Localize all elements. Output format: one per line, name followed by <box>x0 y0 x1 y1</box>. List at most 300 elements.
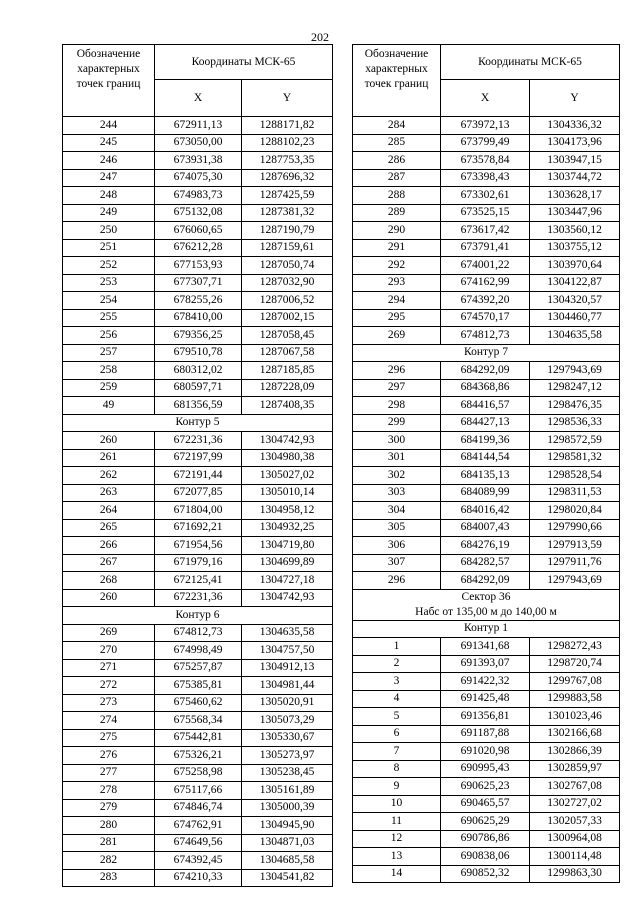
table-row <box>353 848 620 866</box>
x-cell: 690625,29 <box>441 813 530 831</box>
y-cell: 1304912,13 <box>242 659 333 677</box>
x-cell: 675385,81 <box>155 677 242 695</box>
x-cell: 675258,98 <box>155 764 242 782</box>
point-cell: 257 <box>63 344 155 362</box>
point-cell: 260 <box>63 589 155 607</box>
header-coords-label: Координаты МСК-65 <box>155 45 333 80</box>
point-cell: 260 <box>63 432 155 450</box>
x-cell: 673617,42 <box>441 222 530 240</box>
table-row <box>353 169 620 187</box>
y-cell: 1298247,12 <box>530 379 620 397</box>
x-cell: 675442,81 <box>155 729 242 747</box>
x-cell: 680597,71 <box>155 379 242 397</box>
table-row <box>353 743 620 761</box>
table-row <box>63 747 333 765</box>
x-cell: 684292,09 <box>441 362 530 380</box>
point-cell: 285 <box>353 134 441 152</box>
y-cell: 1304635,58 <box>530 327 620 345</box>
x-cell: 684135,13 <box>441 467 530 485</box>
point-cell: 261 <box>63 449 155 467</box>
y-cell: 1287753,35 <box>242 152 333 170</box>
y-cell: 1287032,90 <box>242 274 333 292</box>
y-cell: 1304727,18 <box>242 572 333 590</box>
table-row <box>63 274 333 292</box>
sector-header-row <box>353 589 620 620</box>
x-cell: 684292,09 <box>441 572 530 590</box>
table-row <box>63 554 333 572</box>
y-cell: 1304980,38 <box>242 449 333 467</box>
table-row <box>63 292 333 310</box>
y-cell: 1304336,32 <box>530 117 620 135</box>
table-row <box>353 467 620 485</box>
x-cell: 675568,34 <box>155 712 242 730</box>
point-cell: 301 <box>353 449 441 467</box>
table-row <box>63 694 333 712</box>
table-row <box>63 764 333 782</box>
x-cell: 674812,73 <box>441 327 530 345</box>
point-cell: 283 <box>63 869 155 887</box>
point-cell: 293 <box>353 274 441 292</box>
table-row <box>63 817 333 835</box>
y-cell: 1297943,69 <box>530 362 620 380</box>
y-cell: 1287228,09 <box>242 379 333 397</box>
table-row <box>63 397 333 415</box>
table-row <box>353 327 620 345</box>
x-cell: 679510,78 <box>155 344 242 362</box>
point-cell: 252 <box>63 257 155 275</box>
y-cell: 1299863,30 <box>530 865 620 883</box>
point-cell: 281 <box>63 834 155 852</box>
table-row <box>353 397 620 415</box>
table-row <box>63 484 333 502</box>
table-row <box>353 484 620 502</box>
x-cell: 684368,86 <box>441 379 530 397</box>
y-cell: 1299767,08 <box>530 673 620 691</box>
x-cell: 684007,43 <box>441 519 530 537</box>
y-cell: 1304173,96 <box>530 134 620 152</box>
table-row <box>353 257 620 275</box>
table-row <box>63 799 333 817</box>
x-cell: 677307,71 <box>155 274 242 292</box>
point-cell: 306 <box>353 537 441 555</box>
y-cell: 1304719,80 <box>242 537 333 555</box>
point-cell: 3 <box>353 673 441 691</box>
point-cell: 292 <box>353 257 441 275</box>
x-cell: 672191,44 <box>155 467 242 485</box>
y-cell: 1287159,61 <box>242 239 333 257</box>
point-cell: 272 <box>63 677 155 695</box>
x-cell: 673525,15 <box>441 204 530 222</box>
table-row <box>353 309 620 327</box>
y-cell: 1304757,50 <box>242 642 333 660</box>
x-cell: 674983,73 <box>155 187 242 205</box>
y-cell: 1287067,58 <box>242 344 333 362</box>
point-cell: 271 <box>63 659 155 677</box>
y-cell: 1297990,66 <box>530 519 620 537</box>
point-cell: 263 <box>63 484 155 502</box>
table-row <box>353 239 620 257</box>
x-cell: 691020,98 <box>441 743 530 761</box>
table-row <box>63 659 333 677</box>
point-cell: 6 <box>353 725 441 743</box>
y-cell: 1305000,39 <box>242 799 333 817</box>
point-cell: 269 <box>63 624 155 642</box>
x-cell: 690625,23 <box>441 778 530 796</box>
x-cell: 673050,00 <box>155 134 242 152</box>
coordinates-table-right <box>352 44 620 883</box>
x-cell: 676212,28 <box>155 239 242 257</box>
header-coords-label: Координаты МСК-65 <box>441 45 620 80</box>
x-cell: 684016,42 <box>441 502 530 520</box>
x-cell: 684199,36 <box>441 432 530 450</box>
y-cell: 1302057,33 <box>530 813 620 831</box>
table-row <box>63 134 333 152</box>
x-cell: 679356,25 <box>155 327 242 345</box>
y-cell: 1302767,08 <box>530 778 620 796</box>
point-cell: 273 <box>63 694 155 712</box>
y-cell: 1300964,08 <box>530 830 620 848</box>
table-row <box>353 414 620 432</box>
y-cell: 1304958,12 <box>242 502 333 520</box>
point-cell: 289 <box>353 204 441 222</box>
table-row <box>353 813 620 831</box>
y-cell: 1304742,93 <box>242 432 333 450</box>
y-cell: 1300114,48 <box>530 848 620 866</box>
y-cell: 1298581,32 <box>530 449 620 467</box>
y-cell: 1305020,91 <box>242 694 333 712</box>
section-title: Контур 5 <box>63 414 333 432</box>
table-row <box>63 834 333 852</box>
table-row <box>63 467 333 485</box>
point-cell: 9 <box>353 778 441 796</box>
point-cell: 264 <box>63 502 155 520</box>
y-cell: 1297943,69 <box>530 572 620 590</box>
y-cell: 1298536,33 <box>530 414 620 432</box>
y-cell: 1303560,12 <box>530 222 620 240</box>
sector-title <box>353 589 620 620</box>
point-cell: 270 <box>63 642 155 660</box>
y-cell: 1304320,57 <box>530 292 620 310</box>
x-cell: 690465,57 <box>441 795 530 813</box>
point-cell: 275 <box>63 729 155 747</box>
x-cell: 691187,88 <box>441 725 530 743</box>
table-row <box>63 852 333 870</box>
x-cell: 691425,48 <box>441 690 530 708</box>
table-row <box>63 239 333 257</box>
section-header-row <box>63 414 333 432</box>
table-row <box>63 379 333 397</box>
point-cell: 1 <box>353 638 441 656</box>
y-cell: 1288102,23 <box>242 134 333 152</box>
header-point-label: Обозначение характерных точек границ <box>353 45 441 117</box>
x-cell: 675460,62 <box>155 694 242 712</box>
table-row <box>63 502 333 520</box>
coordinates-table-left <box>62 44 333 887</box>
table-row <box>63 169 333 187</box>
header-point-label: Обозначение характерных точек границ <box>63 45 155 117</box>
table-row <box>353 690 620 708</box>
y-cell: 1302866,39 <box>530 743 620 761</box>
section-title: Контур 1 <box>353 620 620 638</box>
table-row <box>353 292 620 310</box>
point-cell: 269 <box>353 327 441 345</box>
x-cell: 672911,13 <box>155 117 242 135</box>
y-cell: 1287425,59 <box>242 187 333 205</box>
x-cell: 684427,13 <box>441 414 530 432</box>
table-row <box>353 362 620 380</box>
point-cell: 11 <box>353 813 441 831</box>
y-cell: 1305161,89 <box>242 782 333 800</box>
x-cell: 680312,02 <box>155 362 242 380</box>
table-row <box>353 152 620 170</box>
table-row <box>63 537 333 555</box>
point-cell: 296 <box>353 572 441 590</box>
point-cell: 262 <box>63 467 155 485</box>
header-y: Y <box>530 80 620 117</box>
x-cell: 691341,68 <box>441 638 530 656</box>
table-row <box>63 642 333 660</box>
table-row <box>353 708 620 726</box>
point-cell: 294 <box>353 292 441 310</box>
table-row <box>353 795 620 813</box>
y-cell: 1303947,15 <box>530 152 620 170</box>
table-row <box>63 712 333 730</box>
x-cell: 690852,32 <box>441 865 530 883</box>
point-cell: 266 <box>63 537 155 555</box>
y-cell: 1287381,32 <box>242 204 333 222</box>
point-cell: 12 <box>353 830 441 848</box>
x-cell: 673791,41 <box>441 239 530 257</box>
x-cell: 672231,36 <box>155 432 242 450</box>
table-body-left <box>63 117 333 887</box>
point-cell: 258 <box>63 362 155 380</box>
x-cell: 671804,00 <box>155 502 242 520</box>
y-cell: 1298272,43 <box>530 638 620 656</box>
x-cell: 676060,65 <box>155 222 242 240</box>
x-cell: 674649,56 <box>155 834 242 852</box>
table-row <box>353 432 620 450</box>
x-cell: 674998,49 <box>155 642 242 660</box>
y-cell: 1304122,87 <box>530 274 620 292</box>
x-cell: 674210,33 <box>155 869 242 887</box>
table-row <box>63 204 333 222</box>
point-cell: 255 <box>63 309 155 327</box>
sector-height-range: Набс от 135,00 м до 140,00 м <box>415 605 557 618</box>
y-cell: 1298020,84 <box>530 502 620 520</box>
y-cell: 1302166,68 <box>530 725 620 743</box>
point-cell: 291 <box>353 239 441 257</box>
y-cell: 1304981,44 <box>242 677 333 695</box>
table-row <box>63 257 333 275</box>
table-row <box>353 274 620 292</box>
point-cell: 284 <box>353 117 441 135</box>
point-cell: 296 <box>353 362 441 380</box>
x-cell: 675132,08 <box>155 204 242 222</box>
point-cell: 298 <box>353 397 441 415</box>
x-cell: 684089,99 <box>441 484 530 502</box>
y-cell: 1299883,58 <box>530 690 620 708</box>
y-cell: 1287408,35 <box>242 397 333 415</box>
table-row <box>353 222 620 240</box>
table-row <box>353 502 620 520</box>
x-cell: 674762,91 <box>155 817 242 835</box>
x-cell: 672231,36 <box>155 589 242 607</box>
y-cell: 1287185,85 <box>242 362 333 380</box>
point-cell: 282 <box>63 852 155 870</box>
y-cell: 1304685,58 <box>242 852 333 870</box>
table-row <box>353 725 620 743</box>
point-cell: 300 <box>353 432 441 450</box>
table-row <box>63 519 333 537</box>
x-cell: 674001,22 <box>441 257 530 275</box>
x-cell: 673578,84 <box>441 152 530 170</box>
point-cell: 5 <box>353 708 441 726</box>
table-row <box>353 865 620 883</box>
point-cell: 280 <box>63 817 155 835</box>
y-cell: 1287006,52 <box>242 292 333 310</box>
y-cell: 1304742,93 <box>242 589 333 607</box>
x-cell: 691356,81 <box>441 708 530 726</box>
y-cell: 1303744,72 <box>530 169 620 187</box>
point-cell: 299 <box>353 414 441 432</box>
point-cell: 247 <box>63 169 155 187</box>
point-cell: 246 <box>63 152 155 170</box>
x-cell: 673398,43 <box>441 169 530 187</box>
table-row <box>353 379 620 397</box>
section-header-row <box>63 607 333 625</box>
y-cell: 1302859,97 <box>530 760 620 778</box>
point-cell: 245 <box>63 134 155 152</box>
y-cell: 1298311,53 <box>530 484 620 502</box>
y-cell: 1298528,54 <box>530 467 620 485</box>
x-cell: 673972,13 <box>441 117 530 135</box>
y-cell: 1304699,89 <box>242 554 333 572</box>
x-cell: 674075,30 <box>155 169 242 187</box>
point-cell: 2 <box>353 655 441 673</box>
x-cell: 673799,49 <box>441 134 530 152</box>
table-row <box>353 655 620 673</box>
table-row <box>63 729 333 747</box>
y-cell: 1298572,59 <box>530 432 620 450</box>
point-cell: 305 <box>353 519 441 537</box>
y-cell: 1303970,64 <box>530 257 620 275</box>
table-row <box>353 204 620 222</box>
section-title: Контур 6 <box>63 607 333 625</box>
header-x: X <box>155 80 242 117</box>
section-title: Контур 7 <box>353 344 620 362</box>
y-cell: 1304945,90 <box>242 817 333 835</box>
point-cell: 295 <box>353 309 441 327</box>
table-row <box>353 638 620 656</box>
header-x: X <box>441 80 530 117</box>
point-cell: 14 <box>353 865 441 883</box>
point-cell: 250 <box>63 222 155 240</box>
y-cell: 1305027,02 <box>242 467 333 485</box>
point-cell: 297 <box>353 379 441 397</box>
point-cell: 286 <box>353 152 441 170</box>
header-y: Y <box>242 80 333 117</box>
x-cell: 690838,06 <box>441 848 530 866</box>
table-row <box>63 449 333 467</box>
point-cell: 8 <box>353 760 441 778</box>
table-row <box>63 327 333 345</box>
y-cell: 1298720,74 <box>530 655 620 673</box>
x-cell: 684144,54 <box>441 449 530 467</box>
y-cell: 1304541,82 <box>242 869 333 887</box>
table-row <box>63 869 333 887</box>
y-cell: 1287058,45 <box>242 327 333 345</box>
point-cell: 248 <box>63 187 155 205</box>
table-row <box>63 309 333 327</box>
y-cell: 1287002,15 <box>242 309 333 327</box>
y-cell: 1305010,14 <box>242 484 333 502</box>
table-row <box>63 344 333 362</box>
x-cell: 681356,59 <box>155 397 242 415</box>
point-cell: 302 <box>353 467 441 485</box>
x-cell: 673931,38 <box>155 152 242 170</box>
x-cell: 675117,66 <box>155 782 242 800</box>
y-cell: 1297911,76 <box>530 554 620 572</box>
point-cell: 277 <box>63 764 155 782</box>
y-cell: 1303755,12 <box>530 239 620 257</box>
x-cell: 671692,21 <box>155 519 242 537</box>
table-row <box>63 117 333 135</box>
table-row <box>353 673 620 691</box>
y-cell: 1302727,02 <box>530 795 620 813</box>
x-cell: 678255,26 <box>155 292 242 310</box>
point-cell: 253 <box>63 274 155 292</box>
table-row <box>63 624 333 642</box>
y-cell: 1304635,58 <box>242 624 333 642</box>
x-cell: 674812,73 <box>155 624 242 642</box>
x-cell: 672077,85 <box>155 484 242 502</box>
point-cell: 49 <box>63 397 155 415</box>
y-cell: 1304460,77 <box>530 309 620 327</box>
table-row <box>63 782 333 800</box>
x-cell: 675257,87 <box>155 659 242 677</box>
y-cell: 1304932,25 <box>242 519 333 537</box>
y-cell: 1287050,74 <box>242 257 333 275</box>
table-row <box>353 554 620 572</box>
x-cell: 674570,17 <box>441 309 530 327</box>
point-cell: 288 <box>353 187 441 205</box>
point-cell: 303 <box>353 484 441 502</box>
table-row <box>353 537 620 555</box>
y-cell: 1305273,97 <box>242 747 333 765</box>
x-cell: 677153,93 <box>155 257 242 275</box>
x-cell: 691393,07 <box>441 655 530 673</box>
table-row <box>353 760 620 778</box>
x-cell: 674392,45 <box>155 852 242 870</box>
y-cell: 1304871,03 <box>242 834 333 852</box>
point-cell: 251 <box>63 239 155 257</box>
x-cell: 691422,32 <box>441 673 530 691</box>
x-cell: 690995,43 <box>441 760 530 778</box>
x-cell: 690786,86 <box>441 830 530 848</box>
x-cell: 684282,57 <box>441 554 530 572</box>
x-cell: 671954,56 <box>155 537 242 555</box>
table-row <box>353 134 620 152</box>
table-row <box>63 432 333 450</box>
table-row <box>63 152 333 170</box>
section-header-row <box>353 344 620 362</box>
x-cell: 675326,21 <box>155 747 242 765</box>
y-cell: 1287190,79 <box>242 222 333 240</box>
x-cell: 673302,61 <box>441 187 530 205</box>
x-cell: 674162,99 <box>441 274 530 292</box>
point-cell: 10 <box>353 795 441 813</box>
point-cell: 276 <box>63 747 155 765</box>
